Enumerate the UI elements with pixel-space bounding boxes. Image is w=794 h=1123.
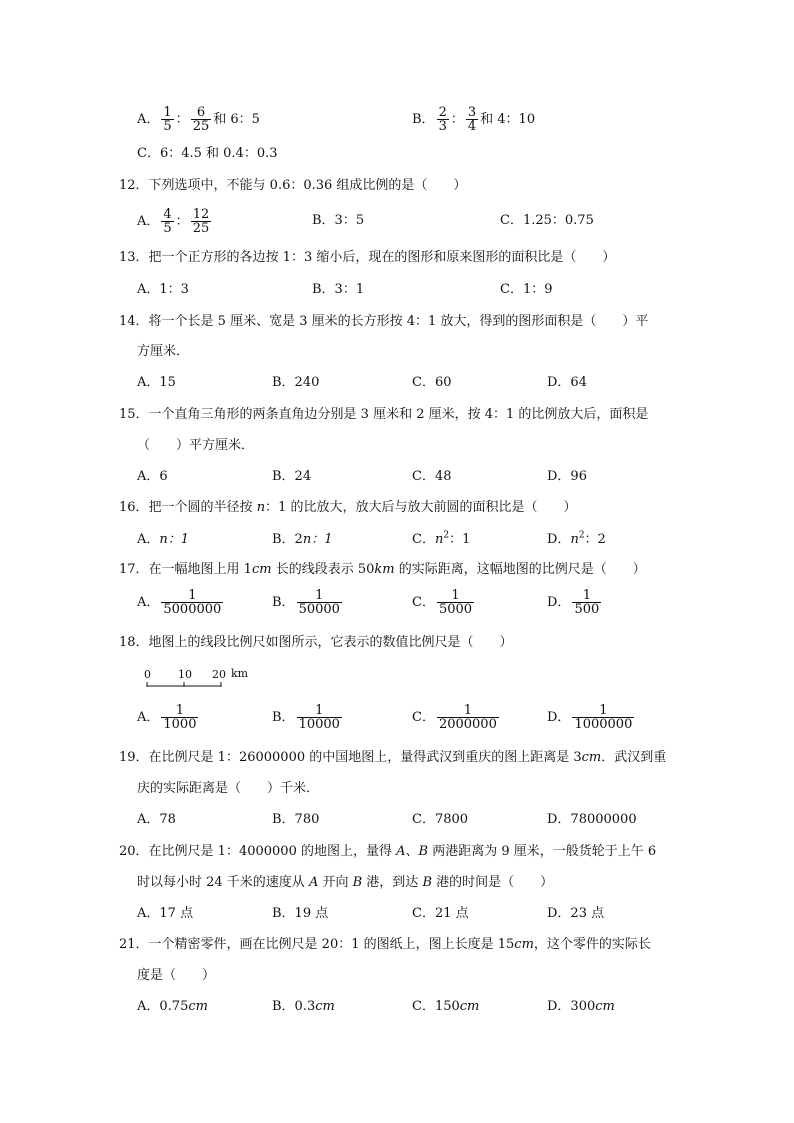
scale-tick-label: 20 (212, 668, 226, 681)
q14-option-d: D．64 (547, 375, 587, 390)
q14-option-c: C．60 (412, 375, 452, 390)
q18-option-d: D． $\frac{1}{1000000}$ (547, 703, 633, 732)
q16-option-a: A．n：1 (137, 532, 190, 547)
scale-tick-label: 10 (178, 668, 192, 681)
q18-option-b: B． $\frac{1}{10000}$ (272, 703, 340, 732)
q20-option-c: C．21 点 (412, 906, 469, 921)
q19-option-c: C．7800 (412, 812, 469, 827)
q20-option-b: B．19 点 (272, 906, 329, 921)
q20-option-a: A．17 点 (137, 906, 194, 921)
q18-option-a: A． $\frac{1}{1000}$ (137, 703, 197, 732)
q21-question-line2: 度是（ ） (137, 968, 216, 983)
q11-option-a: A． $\frac{1}{5}$ ： $\frac{6}{25}$ 和 6：5 (137, 105, 260, 134)
q18-question: 18．地图上的线段比例尺如图所示，它表示的数值比例尺是（ ） (119, 635, 513, 650)
q20-question-line2: 时以每小时 24 千米的速度从 A 开向 B 港，到达 B 港的时间是（ ） (137, 875, 554, 890)
q11-option-c: C．6：4.5 和 0.4：0.3 (137, 146, 278, 161)
q20-question-line1: 20．在比例尺是 1：4000000 的地图上，量得 A、B 两港距离为 9 厘米，一般货轮于上午 6 (119, 844, 657, 859)
q17-option-b: B． $\frac{1}{50000}$ (272, 588, 340, 617)
q14-question-line1: 14．将一个长是 5 厘米、宽是 3 厘米的长方形按 4：1 放大，得到的图形面积是（ ）平 (119, 314, 649, 329)
q21-question-line1: 21．一个精密零件，画在比例尺是 20：1 的图纸上，图上长度是 15cm，这个零件的实际长 (119, 937, 651, 952)
q14-question-line2: 方厘米． (137, 344, 190, 359)
q15-question-line1: 15．一个直角三角形的两条直角边分别是 3 厘米和 2 厘米，按 4：1 的比例放大后，面积是 (119, 407, 649, 422)
q15-option-d: D．96 (547, 469, 587, 484)
q12-question: 12．下列选项中，不能与 0.6：0.36 组成比例的是（ ） (119, 178, 467, 193)
q16-option-b: B．2n：1 (272, 532, 333, 547)
scale-unit: km (231, 667, 249, 680)
q19-question-line2: 庆的实际距离是（ ）千米． (137, 781, 320, 796)
q19-question-line1: 19．在比例尺是 1：26000000 的中国地图上，量得武汉到重庆的图上距离是 3cm．武汉到重 (119, 750, 667, 765)
q12-option-a: A． $\frac{4}{5}$ ： $\frac{12}{25}$ (137, 207, 210, 236)
q15-option-b: B．24 (272, 469, 312, 484)
q19-option-d: D．78000000 (547, 812, 637, 827)
q13-option-a: A．1：3 (137, 282, 189, 297)
q14-option-b: B．240 (272, 375, 320, 390)
q21-option-d: D．300cm (547, 999, 615, 1014)
q14-option-a: A．15 (137, 375, 176, 390)
scale-bar-line (145, 680, 229, 688)
q17-question: 17．在一幅地图上用 1cm 长的线段表示 50km 的实际距离，这幅地图的比例尺是（ ） (119, 562, 646, 577)
q13-option-c: C．1：9 (500, 282, 553, 297)
q16-option-d: D．$n^2$：2 (547, 530, 606, 547)
q17-option-a: A． $\frac{1}{5000000}$ (137, 588, 222, 617)
q12-option-b: B．3：5 (312, 213, 365, 228)
q19-option-a: A．78 (137, 812, 176, 827)
q12-option-c: C．1.25：0.75 (500, 213, 594, 228)
q15-option-c: C．48 (412, 469, 452, 484)
q21-option-b: B．0.3cm (272, 999, 335, 1014)
q21-option-c: C．150cm (412, 999, 480, 1014)
q18-option-c: C． $\frac{1}{2000000}$ (412, 703, 497, 732)
q17-option-c: C． $\frac{1}{5000}$ (412, 588, 473, 617)
q19-option-b: B．780 (272, 812, 320, 827)
q15-option-a: A．6 (137, 469, 168, 484)
q20-option-d: D．23 点 (547, 906, 605, 921)
q16-option-c: C．$n^2$：1 (412, 530, 471, 547)
q13-option-b: B．3：1 (312, 282, 365, 297)
scale-tick-label: 0 (144, 668, 151, 681)
q13-question: 13．把一个正方形的各边按 1：3 缩小后，现在的图形和原来图形的面积比是（ ） (119, 250, 616, 265)
q21-option-a: A．0.75cm (137, 999, 208, 1014)
line-scale-bar (145, 668, 255, 690)
q16-question: 16．把一个圆的半径按 n：1 的比放大，放大后与放大前圆的面积比是（ ） (119, 500, 577, 515)
q17-option-d: D． $\frac{1}{500}$ (547, 588, 600, 617)
q11-option-b: B． $\frac{2}{3}$ ： $\frac{3}{4}$ 和 4：10 (412, 105, 536, 134)
q15-question-line2: （ ）平方厘米． (137, 438, 255, 453)
